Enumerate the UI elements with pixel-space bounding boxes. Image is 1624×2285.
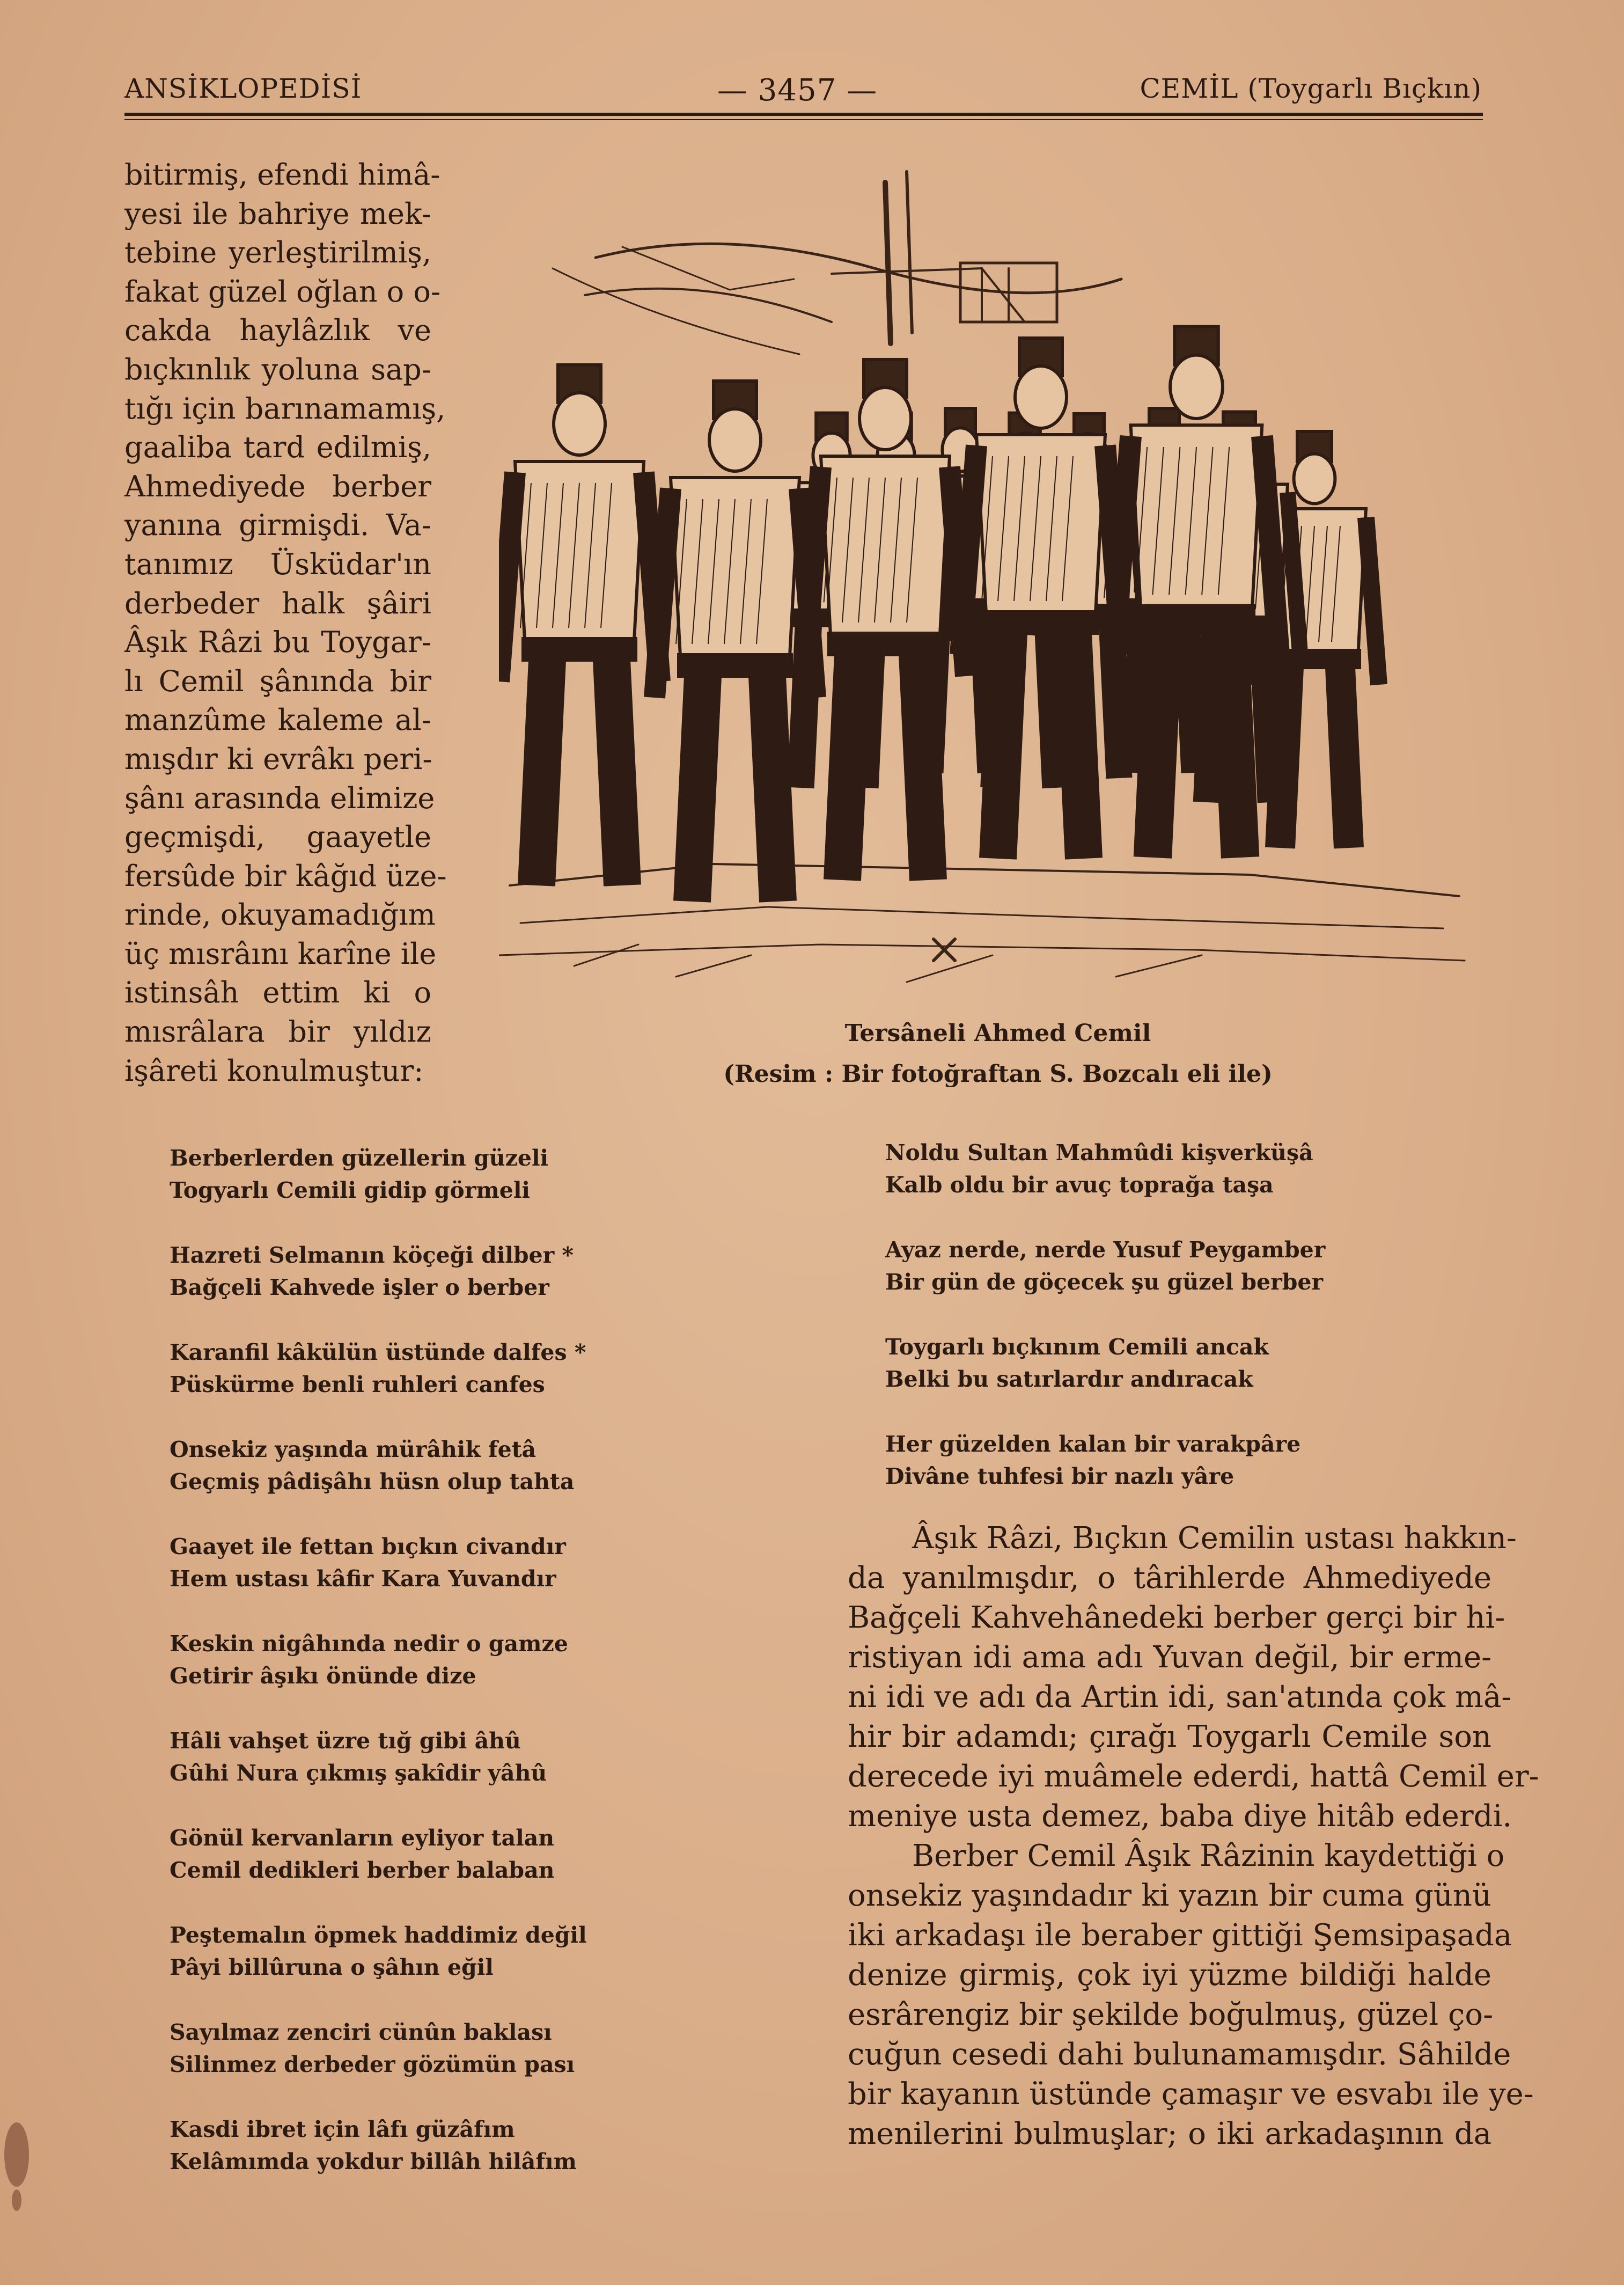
poem-line: Kasdi ibret için lâfı güzâfım (170, 2116, 515, 2142)
text-line: bıçkınlık yoluna sap- (124, 352, 431, 386)
text-line: Bağçeli Kahvehânedeki berber gerçi bir hi- (848, 1600, 1505, 1635)
text-line: ristiyan idi ama adı Yuvan değil, bir erme- (848, 1640, 1491, 1675)
poem-line: Keskin nigâhında nedir o gamze (170, 1631, 568, 1657)
text-line: cakda haylâzlık ve (124, 313, 431, 348)
text-line: onsekiz yaşındadır ki yazın bir cuma günü (848, 1878, 1491, 1913)
poem-stanza (170, 1628, 568, 1692)
text-line: üç mısrâını karîne ile (124, 936, 437, 971)
figure-caption-credit: (Resim : Bir fotoğraftan S. Bozcalı eli ile) (723, 1060, 1273, 1088)
text-line: tanımız Üsküdar'ın (124, 547, 431, 581)
text-line: yanına girmişdi. Va- (124, 508, 431, 543)
text-line: lı Cemil şânında bir (124, 664, 431, 698)
poem-line: Getirir âşıkı önünde dize (170, 1663, 476, 1689)
illustration-sailors (499, 161, 1470, 998)
poem-line: Hem ustası kâfir Kara Yuvandır (170, 1566, 556, 1592)
text-line: menilerini bulmuşlar; o iki arkadaşının da (848, 2116, 1491, 2151)
text-line: istinsâh ettim ki o (124, 976, 431, 1010)
right-text-column (848, 1519, 1539, 2154)
poem-line: Kelâmımda yokdur billâh hilâfım (170, 2149, 577, 2174)
poem-line: Toygarlı bıçkınım Cemili ancak (885, 1334, 1269, 1360)
poem-line: Silinmez derbeder gözümün pası (170, 2052, 575, 2077)
text-line: manzûme kaleme al- (124, 703, 431, 737)
text-line: derecede iyi muâmele ederdi, hattâ Cemil er- (848, 1759, 1539, 1794)
text-line: yesi ile bahriye mek- (124, 196, 431, 231)
text-line: şânı arasında elimize (124, 781, 435, 815)
header-encyclopedia: ANSİKLOPEDİSİ (124, 73, 362, 104)
left-text-column (124, 156, 447, 1090)
poem-stanza (170, 1822, 554, 1886)
text-line: fakat güzel oğlan o o- (124, 274, 441, 309)
poem-stanza (885, 1234, 1325, 1298)
poem-stanza (170, 2113, 577, 2178)
poem-line: Noldu Sultan Mahmûdi kişverküşâ (885, 1140, 1313, 1166)
running-header (124, 69, 1482, 112)
poem-line: Kalb oldu bir avuç toprağa taşa (885, 1172, 1274, 1198)
text-line: işâreti konulmuştur: (124, 1053, 424, 1088)
text-line: mısrâlara bir yıldız (124, 1015, 431, 1049)
text-line: Berber Cemil Âşık Râzinin kaydettiği o (912, 1839, 1505, 1873)
poem-stanza (170, 1336, 586, 1401)
poem-line: Her güzelden kalan bir varakpâre (885, 1431, 1301, 1457)
text-line: tığı için barınamamış, (124, 391, 446, 426)
poem-stanza (170, 1530, 566, 1595)
poem-left-column (170, 1142, 599, 2174)
poem-line: Sayılmaz zenciri cünûn baklası (170, 2019, 552, 2045)
poem-stanza (885, 1428, 1300, 1492)
text-line: geçmişdi, gaayetle (124, 820, 431, 854)
ink-stain (12, 2189, 21, 2211)
text-line: hir bir adamdı; çırağı Toygarlı Cemile son (848, 1719, 1491, 1754)
text-line: mışdır ki evrâkı peri- (124, 742, 432, 776)
poem-line: Gûhi Nura çıkmış şakîdir yâhû (170, 1760, 547, 1786)
poem-line: Bağçeli Kahvede işler o berber (170, 1275, 549, 1300)
text-line: Âşık Râzi, Bıçkın Cemilin ustası hakkın- (912, 1521, 1517, 1556)
sailor-figure (655, 381, 815, 902)
text-line: iki arkadaşı ile beraber gittiği Şemsipaşada (848, 1918, 1512, 1953)
poem-line: Hazreti Selmanın köçeği dilber * (170, 1242, 574, 1268)
text-line: cuğun cesedi dahi bulunamamışdır. Sâhilde (848, 2037, 1511, 2072)
poem-line: Divâne tuhfesi bir nazlı yâre (885, 1463, 1234, 1489)
poem-stanza (170, 1919, 587, 1983)
poem-line: Onsekiz yaşında mürâhik fetâ (170, 1437, 537, 1462)
poem-stanza (170, 1142, 548, 1206)
poem-line: Gaayet ile fettan bıçkın civandır (170, 1534, 566, 1559)
text-line: rinde, okuyamadığım (124, 898, 436, 932)
text-line: tebine yerleştirilmiş, (124, 236, 431, 270)
poem-line: Karanfil kâkülün üstünde dalfes * (170, 1339, 586, 1365)
poem-stanza (170, 1725, 547, 1789)
poem-line: Cemil dedikleri berber balaban (170, 1857, 555, 1883)
text-line: meniye usta demez, baba diye hitâb ederdi. (848, 1799, 1512, 1834)
sailor-figure (499, 365, 660, 885)
poem-right-column (885, 1137, 1368, 1512)
poem-line: Togyarlı Cemili gidip görmeli (170, 1177, 530, 1203)
text-line: esrârengiz bir şekilde boğulmuş, güzel ço- (848, 1997, 1493, 2032)
header-rule (124, 113, 1483, 116)
poem-line: Hâli vahşet üzre tığ gibi âhû (170, 1728, 521, 1754)
poem-stanza (170, 1433, 574, 1498)
header-rule-thin (124, 119, 1483, 120)
poem-line: Gönül kervanların eyliyor talan (170, 1825, 555, 1851)
poem-line: Pâyi billûruna o şâhın eğil (170, 1954, 494, 1980)
poem-stanza (885, 1137, 1313, 1201)
poem-line: Geçmiş pâdişâhı hüsn olup tahta (170, 1469, 575, 1495)
poem-line: Peştemalın öpmek haddimiz değil (170, 1922, 587, 1948)
poem-line: Belki bu satırlardır andıracak (885, 1366, 1253, 1392)
figure-caption-title: Tersâneli Ahmed Cemil (844, 1020, 1151, 1047)
text-line: bir kayanın üstünde çamaşır ve esvabı ile ye- (848, 2077, 1534, 2112)
text-line: da yanılmışdır, o târihlerde Ahmediyede (848, 1561, 1491, 1595)
text-line: fersûde bir kâğıd üze- (124, 859, 447, 893)
poem-line: Bir gün de göçecek şu güzel berber (885, 1269, 1324, 1295)
header-entry-title: CEMİL (Toygarlı Bıçkın) (1140, 73, 1482, 104)
text-line: Âşık Râzi bu Toygar- (124, 625, 431, 660)
poem-stanza (170, 2016, 575, 2081)
poem-stanza (885, 1331, 1269, 1395)
page-number: — 3457 — (717, 73, 878, 108)
poem-stanza (170, 1239, 574, 1303)
text-line: derbeder halk şâiri (124, 586, 431, 620)
text-line: denize girmiş, çok iyi yüzme bildiği halde (848, 1958, 1491, 1993)
poem-line: Püskürme benli ruhleri canfes (170, 1372, 545, 1397)
sailors-engraving (499, 161, 1470, 998)
text-line: ni idi ve adı da Artin idi, san'atında çok mâ- (848, 1680, 1512, 1715)
text-line: gaaliba tard edilmiş, (124, 430, 431, 465)
text-line: bitirmiş, efendi himâ- (124, 158, 440, 192)
ink-stain (4, 2122, 29, 2187)
text-line: Ahmediyede berber (124, 469, 431, 503)
poem-line: Ayaz nerde, nerde Yusuf Peygamber (885, 1237, 1326, 1263)
poem-line: Berberlerden güzellerin güzeli (170, 1145, 549, 1171)
